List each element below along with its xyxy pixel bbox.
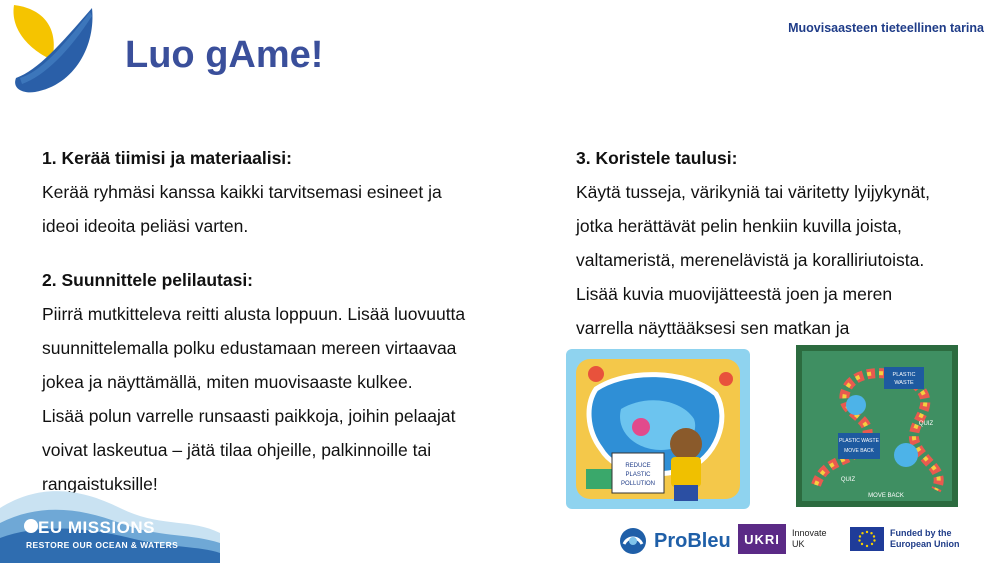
board-game-illustration-board <box>796 345 958 507</box>
step2-text-line: voivat laskeutua – jätä tilaa ohjeille, palkinnoille tai <box>42 440 432 460</box>
step3-text-line: valtameristä, merenelävistä ja koralliriutoista. <box>576 250 925 270</box>
left-column <box>42 141 542 501</box>
svg-text:MOVE BACK: MOVE BACK <box>868 493 904 499</box>
svg-text:WASTE: WASTE <box>894 380 914 386</box>
step2-text-line: suunnittelemalla polku edustamaan mereen virtaavaa <box>42 338 457 358</box>
svg-text:POLLUTION: POLLUTION <box>620 481 656 487</box>
step2-text-line: Piirrä mutkitteleva reitti alusta loppuun. Lisää luovuutta <box>42 304 466 324</box>
step3-text-line: Lisää kuvia muovijätteestä joen ja meren <box>576 284 893 304</box>
step1-text-line: ideoi ideoita peliäsi varten. <box>42 216 249 236</box>
probleu-name: ProBleu <box>654 529 731 552</box>
step2-text-line: Lisää polun varrelle runsaasti paikkoja, joihin pelaajat <box>42 406 456 426</box>
brand-logo-icon <box>0 0 100 100</box>
ukri-box: UKRI <box>738 524 786 554</box>
step2-text-line: rangaistuksille! <box>42 474 158 494</box>
svg-text:QUIZ: QUIZ <box>918 421 934 427</box>
step2-text-line: jokea ja näyttämällä, miten muovisaaste kulkee. <box>42 372 413 392</box>
innovate-uk-text: Innovate UK <box>792 528 827 549</box>
step3-text-line: varrella näyttääksesi sen matkan ja <box>576 318 850 338</box>
svg-text:PLASTIC: PLASTIC <box>625 472 651 478</box>
step3-text-line: jotka herättävät pelin henkiin kuvilla joista, <box>576 216 902 236</box>
right-column <box>576 141 976 345</box>
svg-text:MOVE BACK: MOVE BACK <box>844 448 874 454</box>
eu-missions-sublabel: RESTORE OUR OCEAN & WATERS <box>26 540 179 550</box>
sign-text: REDUCE <box>625 463 651 469</box>
eu-funded-text: Funded by the European Union <box>890 528 960 549</box>
step3-heading: 3. Koristele taulusi: <box>576 148 738 168</box>
svg-text:PLASTIC: PLASTIC <box>892 372 916 378</box>
innovate-uk-logo <box>738 523 838 555</box>
eu-funded-logo <box>850 527 982 551</box>
step2-heading: 2. Suunnittele pelilautasi: <box>42 270 254 290</box>
board-game-illustration-child <box>566 349 750 509</box>
step1-heading: 1. Kerää tiimisi ja materiaalisi: <box>42 148 292 168</box>
eu-flag-icon <box>850 527 884 551</box>
svg-text:QUIZ: QUIZ <box>840 477 856 483</box>
header-tagline: Muovisaasteen tieteellinen tarina <box>788 21 984 35</box>
svg-text:PLASTIC WASTE: PLASTIC WASTE <box>839 438 879 444</box>
probleu-icon <box>618 526 648 556</box>
probleu-logo <box>618 524 731 558</box>
step1-text-line: Kerää ryhmäsi kanssa kaikki tarvitsemasi esineet ja <box>42 182 442 202</box>
step3-text-line: Käytä tusseja, värikyniä tai väritetty lyijykynät, <box>576 182 931 202</box>
eu-missions-label: EU MISSIONS <box>38 518 155 537</box>
page-title: Luo gAme! <box>125 34 324 76</box>
